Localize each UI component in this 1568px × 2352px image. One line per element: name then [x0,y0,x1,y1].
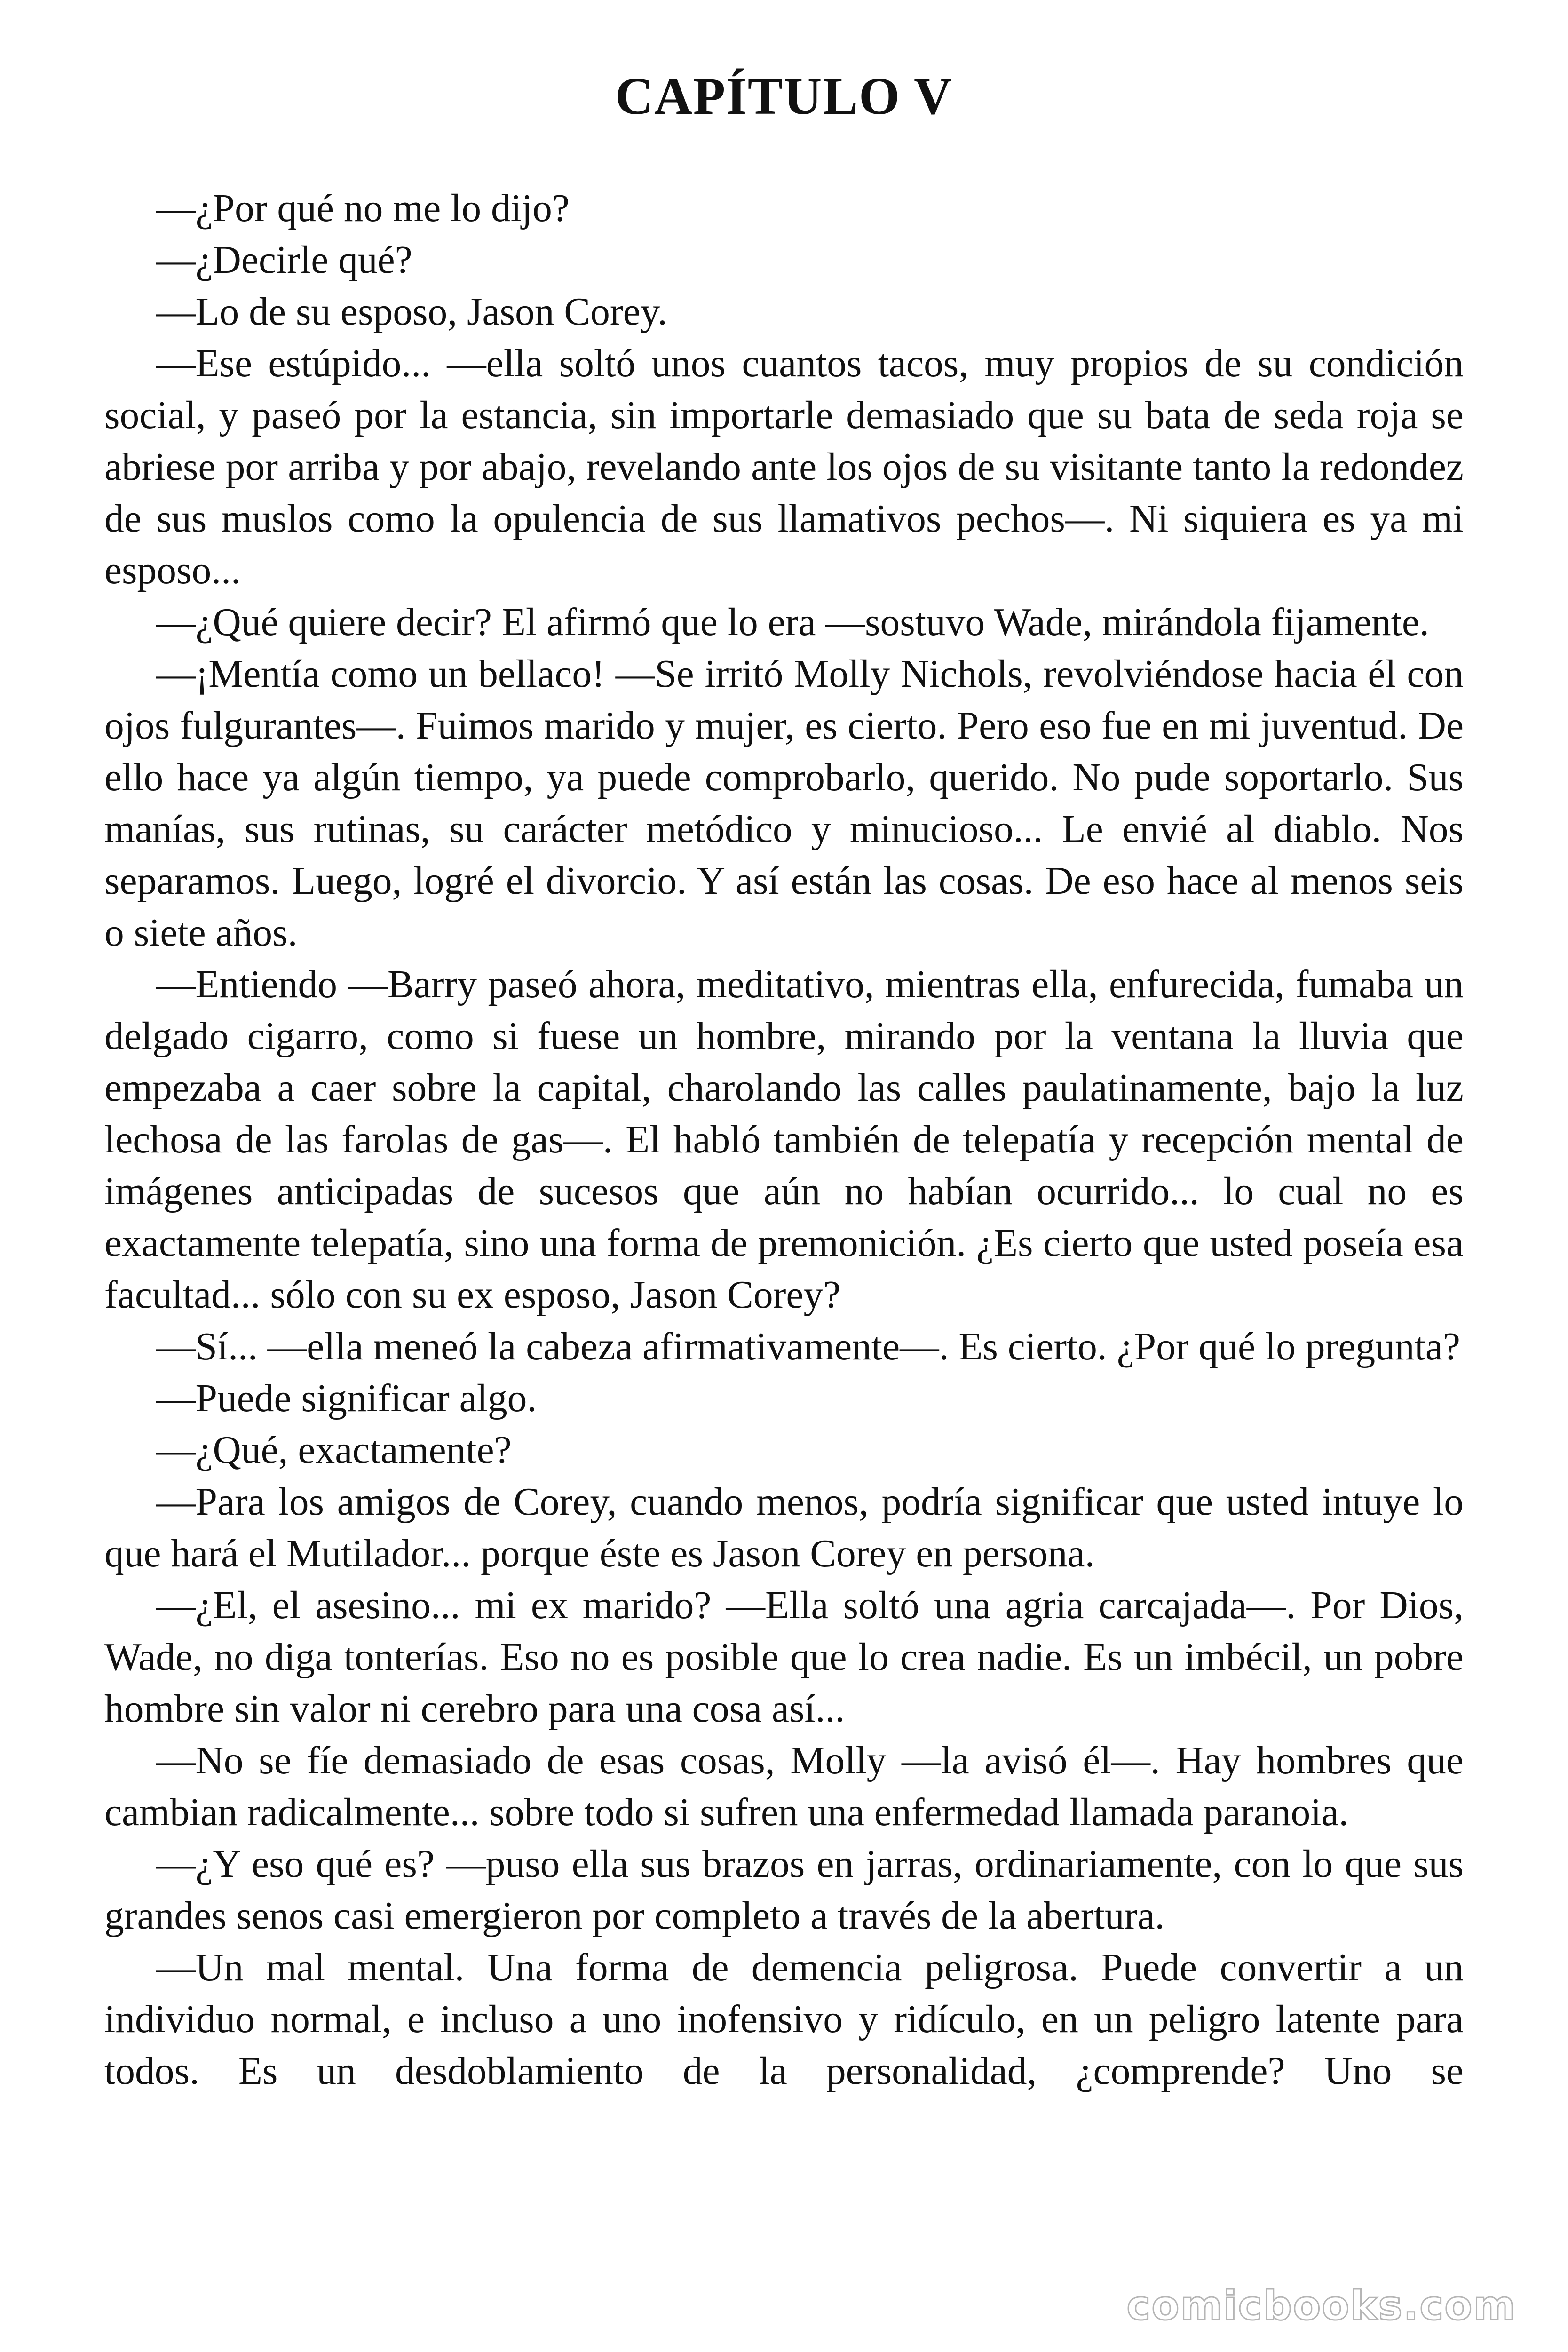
paragraph: —¿Qué quiere decir? El afirmó que lo era —sostuvo Wade, mirándola fijamente. [156,601,1429,644]
paragraph: —Un mal mental. Una forma de demencia peligrosa. Puede convertir a un individuo normal, e incluso a uno inofensivo y ridículo, en un peligro latente para todos. Es un desdoblamiento de la personalidad, ¿comprende? Uno se [104,1946,1464,2093]
paragraph: —Sí... —ella meneó la cabeza afirmativamente—. Es cierto. ¿Por qué lo pregunta? [156,1325,1460,1368]
chapter-body [104,183,1464,2097]
paragraph: —¿Y eso qué es? —puso ella sus brazos en jarras, ordinariamente, con lo que sus grandes senos casi emergieron por completo a través de la abertura. [104,1843,1464,1938]
paragraph: —¡Mentía como un bellaco! —Se irritó Molly Nichols, revolviéndose hacia él con ojos fulgurantes—. Fuimos marido y mujer, es cierto. Pero eso fue en mi juventud. De ello hace ya algún tiempo, ya puede comprobarlo, querido. No pude soportarlo. Sus manías, sus rutinas, su carácter metódico y minucioso... Le envié al diablo. Nos separamos. Luego, logré el divorcio. Y así están las cosas. De eso hace al menos seis o siete años. [104,652,1464,954]
paragraph: —¿Por qué no me lo dijo? [156,187,570,230]
paragraph: —Ese estúpido... —ella soltó unos cuantos tacos, muy propios de su condición social, y paseó por la estancia, sin importarle demasiado que su bata de seda roja se abriese por arriba y por abajo, revelando ante los ojos de su visitante tanto la redondez de sus muslos como la opulencia de sus llamativos pechos—. Ni siquiera es ya mi esposo... [104,342,1464,592]
paragraph: —¿Qué, exactamente? [156,1429,512,1472]
paragraph: —No se fíe demasiado de esas cosas, Molly —la avisó él—. Hay hombres que cambian radicalmente... sobre todo si sufren una enfermedad llamada paranoia. [104,1739,1464,1834]
paragraph: —Para los amigos de Corey, cuando menos, podría significar que usted intuye lo que hará el Mutilador... porque éste es Jason Corey en persona. [104,1480,1464,1575]
paragraph: —¿Decirle qué? [156,238,412,282]
watermark: comicbooks.com [1126,2282,1516,2329]
chapter-title: CAPÍTULO V [615,67,953,126]
paragraph: —Puede significar algo. [156,1377,537,1420]
paragraph: —¿El, el asesino... mi ex marido? —Ella soltó una agria carcajada—. Por Dios, Wade, no diga tonterías. Eso no es posible que lo crea nadie. Es un imbécil, un pobre hombre sin valor ni cerebro para una cosa así... [104,1584,1464,1731]
paragraph: —Lo de su esposo, Jason Corey. [156,290,667,334]
paragraph: —Entiendo —Barry paseó ahora, meditativo, mientras ella, enfurecida, fumaba un delgado cigarro, como si fuese un hombre, mirando por la ventana la lluvia que empezaba a caer sobre la capital, charolando las calles paulatinamente, bajo la luz lechosa de las farolas de gas—. El habló también de telepatía y recepción mental de imágenes anticipadas de sucesos que aún no habían ocurrido... lo cual no es exactamente telepatía, sino una forma de premonición. ¿Es cierto que usted poseía esa facultad... sólo con su ex esposo, Jason Corey? [104,963,1464,1317]
